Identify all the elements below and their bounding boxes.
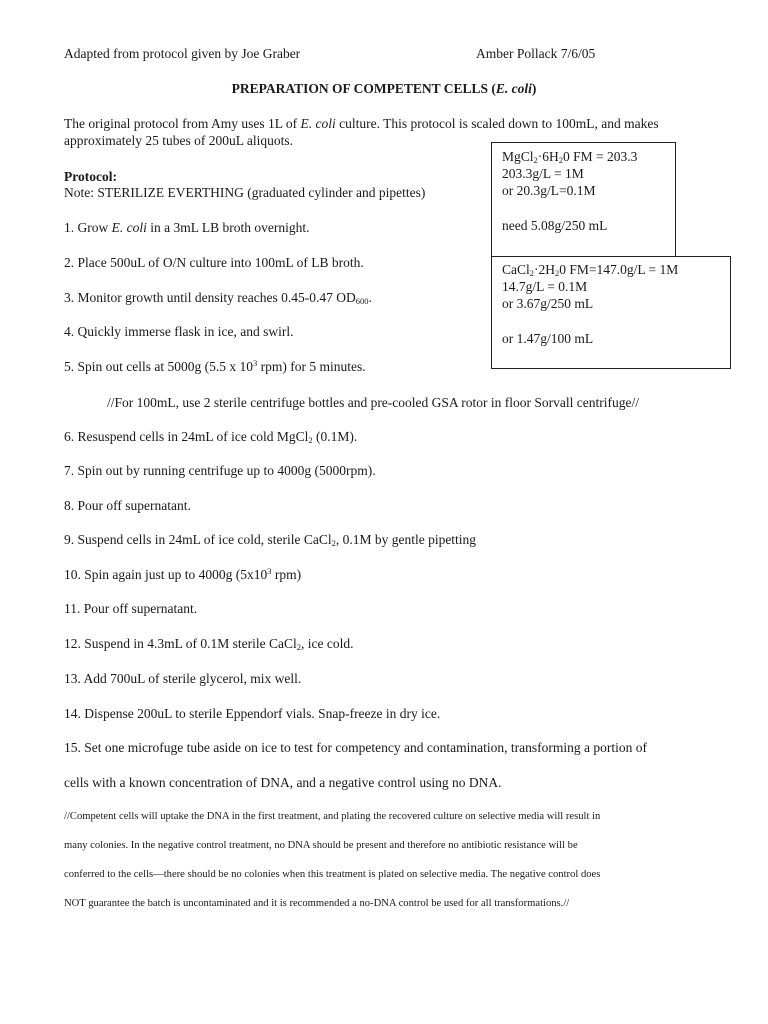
title-main: PREPARATION OF COMPETENT CELLS ( [231, 81, 496, 96]
mgcl2-line4: need 5.08g/250 mL [502, 218, 608, 233]
step-5: 5. Spin out cells at 5000g (5.5 x $10^3$ rpm) for 5 minutes. [64, 358, 366, 374]
mgcl2-formula: $MgCl_2\cdot 6H_20$ FM = 203.3 [502, 149, 638, 165]
step-10: 10. Spin again just up to 4000g ($5x10^3$ rpm) [64, 566, 302, 582]
cacl2-line3: or 3.67g/250 mL [502, 296, 594, 311]
step-3: 3. Monitor growth until density reaches 0.45-0.47 $OD_{600}$. [64, 290, 372, 306]
step-12: 12. Suspend in 4.3mL of 0.1M sterile CaCl$_2$, ice cold. [64, 636, 354, 652]
step-4: 4. Quickly immerse flask in ice, and swirl. [64, 324, 294, 339]
step-13: 13. Add 700uL of sterile glycerol, mix well. [64, 671, 302, 686]
step-7: 7. Spin out by running centrifuge up to 4000g (5000rpm). [64, 463, 376, 478]
footnote-line3: conferred to the cells—there should be no colonies when this treatment is plated on selective media. The negative control does [64, 869, 601, 880]
step-15-line2: cells with a known concentration of DNA, and a negative control using no DNA. [64, 775, 502, 790]
centrifuge-note: //For 100mL, use 2 sterile centrifuge bottles and pre-cooled GSA rotor in floor Sorvall centrifuge// [107, 395, 639, 410]
protocol-heading: Protocol: [64, 169, 117, 184]
mgcl2-calculation-box [491, 142, 676, 260]
title-close: ) [531, 81, 537, 96]
header-left-text: Adapted from protocol given by Joe Graber [64, 46, 301, 61]
cacl2-calculation-box [491, 256, 731, 369]
step-2: 2. Place 500uL of O/N culture into 100mL of LB broth. [64, 255, 364, 270]
cacl2-formula: $CaCl_2\cdot 2H_20$ FM=147.0g/L = 1M [502, 262, 679, 278]
step-14: 14. Dispense 200uL to sterile Eppendorf vials. Snap-freeze in dry ice. [64, 706, 441, 721]
mgcl2-line2: 203.3g/L = 1M [502, 166, 584, 181]
intro-part1: The original protocol from Amy uses 1L of [64, 116, 301, 131]
step-11: 11. Pour off supernatant. [64, 601, 198, 616]
protocol-note: Note: STERILIZE EVERTHING (graduated cylinder and pipettes) [64, 185, 426, 200]
step-8: 8. Pour off supernatant. [64, 498, 191, 513]
page-title [0, 80, 768, 97]
footnote-line2: many colonies. In the negative control treatment, no DNA should be present and therefore no antibiotic resistance will be [64, 840, 578, 851]
footnote-line1: //Competent cells will uptake the DNA in the first treatment, and plating the recovered culture on selective media will result in [64, 811, 601, 822]
step-1: 1. Grow E. coli in a 3mL LB broth overnight. [64, 220, 310, 235]
intro-organism: E. coli [300, 116, 336, 131]
step-9: 9. Suspend cells in 24mL of ice cold, sterile CaCl$_2$, 0.1M by gentle pipetting [64, 532, 477, 548]
step-15-line1: 15. Set one microfuge tube aside on ice to test for competency and contamination, transforming a portion of [64, 740, 647, 755]
title-organism: E. coli [495, 81, 532, 96]
mgcl2-line3: or 20.3g/L=0.1M [502, 183, 596, 198]
intro-part2: culture. This protocol is scaled down to 100mL, and makes approximately 25 tubes of 200uL aliquots. [64, 116, 659, 148]
step-6: 6. Resuspend cells in 24mL of ice cold MgCl$_2$ (0.1M). [64, 429, 358, 445]
header-right-text: Amber Pollack 7/6/05 [476, 46, 596, 61]
footnote-line4: NOT guarantee the batch is uncontaminated and it is recommended a no-DNA control be used for all transformations.// [64, 898, 570, 909]
cacl2-line4: or 1.47g/100 mL [502, 331, 594, 346]
cacl2-line2: 14.7g/L = 0.1M [502, 279, 588, 294]
